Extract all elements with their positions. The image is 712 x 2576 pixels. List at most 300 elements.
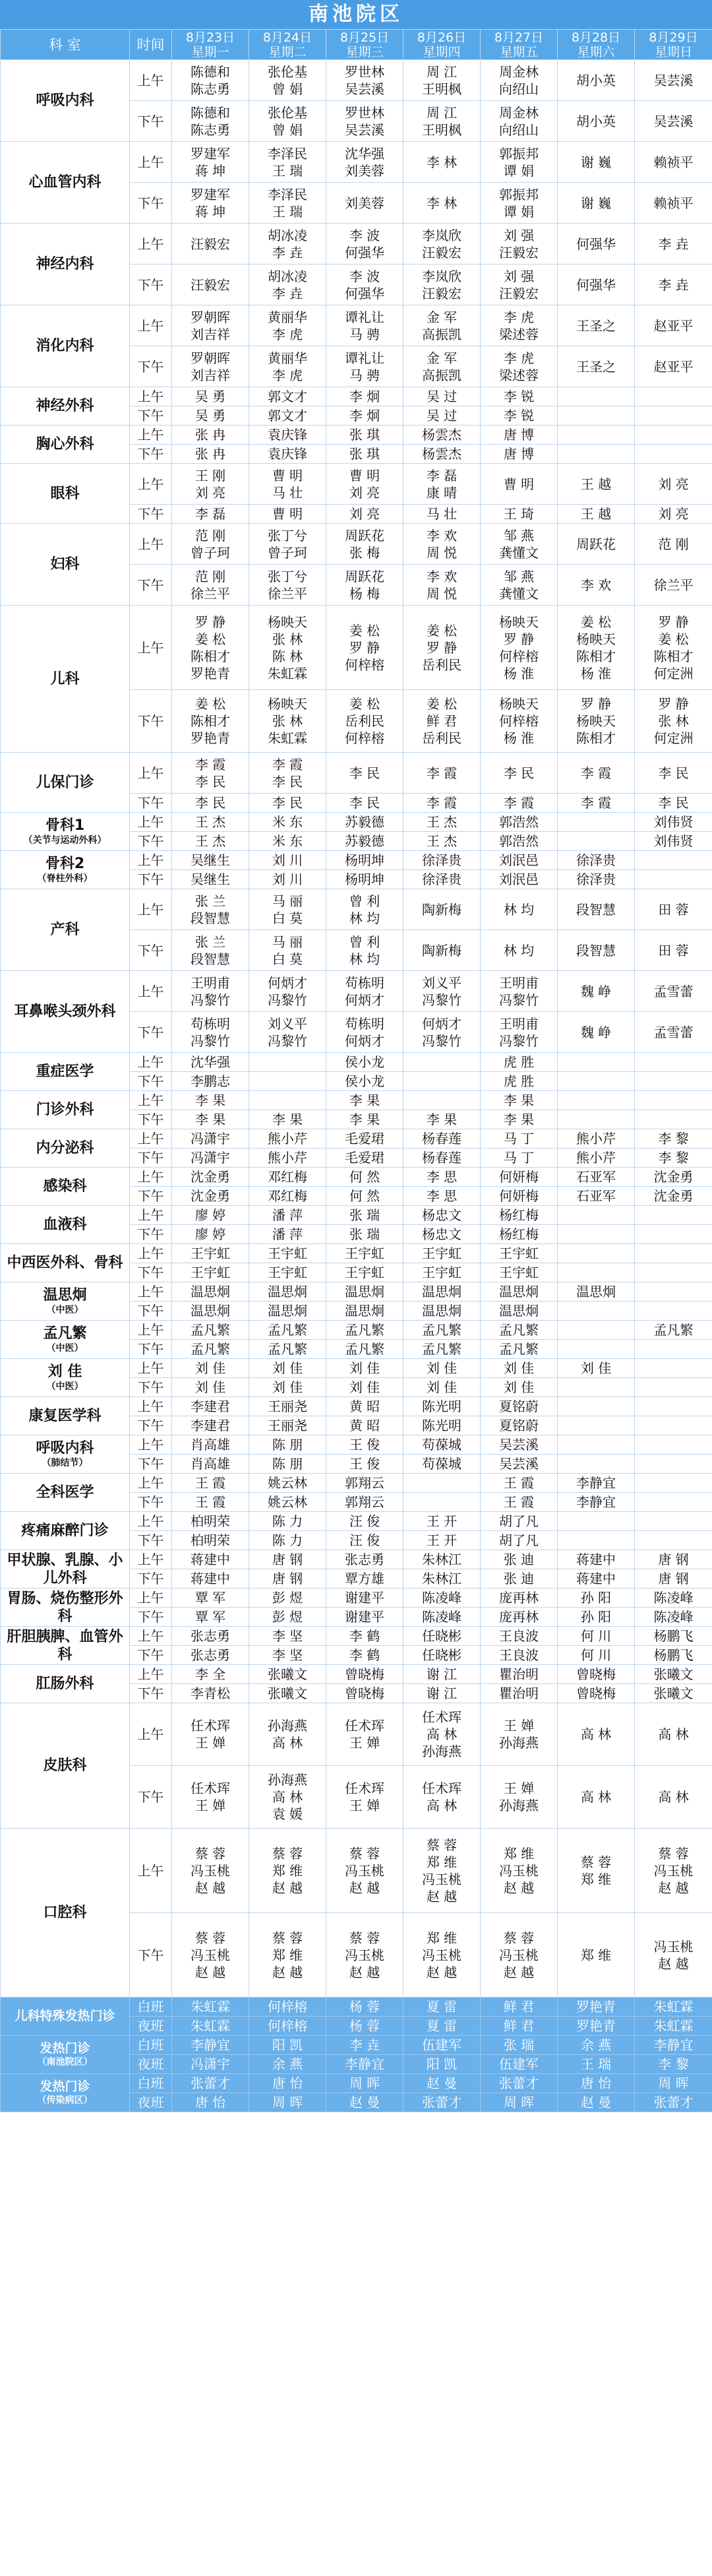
doctor-cell	[635, 346, 712, 387]
doctor-cell	[249, 1053, 326, 1072]
schedule-row	[1, 851, 712, 870]
doctor-name: 曾 娟	[272, 121, 303, 138]
doctor-name: 苟栋明	[345, 1015, 384, 1032]
schedule-table	[0, 29, 712, 2112]
doctor-cell	[326, 870, 403, 889]
department-cell	[1, 524, 130, 606]
doctor-cell	[403, 346, 481, 387]
doctor-name: 吴芸溪	[345, 121, 384, 138]
doctor-cell	[403, 851, 481, 870]
doctor-cell	[558, 1397, 635, 1416]
doctor-cell	[172, 1302, 249, 1321]
doctor-cell	[172, 60, 249, 101]
department-cell	[1, 1474, 130, 1512]
shift-doctor: 赵 曼	[558, 2093, 635, 2112]
day-date: 8月23日	[185, 30, 235, 45]
doctor-cell	[249, 265, 326, 305]
special-department-cell	[1, 2074, 130, 2112]
doctor-cell	[635, 1168, 712, 1187]
doctor-name: 李 炯	[349, 408, 380, 424]
doctor-cell	[635, 1588, 712, 1608]
doctor-name: 王 杰	[426, 814, 458, 830]
doctor-cell	[558, 524, 635, 565]
doctor-name: 胡了凡	[499, 1513, 539, 1529]
doctor-name: 魏 峥	[580, 983, 612, 999]
doctor-cell	[558, 1627, 635, 1646]
doctor-cell	[403, 387, 481, 406]
doctor-name: 王 婵	[194, 1735, 226, 1751]
doctor-name: 岳利民	[422, 656, 461, 673]
doctor-name: 李 果	[272, 1112, 303, 1127]
doctor-name: 温思炯	[499, 1284, 539, 1300]
doctor-cell	[249, 832, 326, 851]
doctor-name: 李 民	[272, 773, 303, 790]
doctor-cell	[558, 1474, 635, 1493]
doctor-cell	[249, 851, 326, 870]
doctor-name: 李 坚	[272, 1628, 303, 1644]
doctor-cell	[249, 1072, 326, 1091]
doctor-name: 冯黎竹	[191, 1032, 230, 1049]
doctor-cell	[481, 101, 558, 142]
department-name: 重症医学	[36, 1063, 94, 1080]
doctor-name: 徐泽贵	[576, 852, 616, 868]
department-name: 刘 佳	[47, 1364, 82, 1380]
doctor-name: 赵亚平	[653, 358, 694, 375]
schedule-row	[1, 1829, 712, 1913]
doctor-cell	[403, 1187, 481, 1206]
doctor-name: 王 婵	[503, 1780, 535, 1796]
doctor-name: 高 林	[658, 1789, 689, 1805]
doctor-cell	[249, 1187, 326, 1206]
time-slot: 上午	[130, 1474, 172, 1493]
doctor-name: 李 波	[349, 227, 380, 243]
time-slot: 上午	[130, 753, 172, 794]
doctor-cell	[403, 794, 481, 813]
day-date: 8月29日	[649, 30, 698, 45]
doctor-name: 李 欢	[426, 527, 458, 544]
doctor-name: 杨映天	[576, 713, 616, 729]
doctor-name: 马 丁	[503, 1150, 535, 1166]
doctor-cell	[558, 387, 635, 406]
doctor-cell	[635, 794, 712, 813]
department-cell	[1, 753, 130, 813]
doctor-name: 向绍山	[499, 121, 539, 138]
special-department-name: 发热门诊	[40, 2041, 90, 2056]
doctor-name: 郭浩然	[499, 833, 539, 849]
doctor-cell	[172, 1550, 249, 1569]
doctor-name: 王宇虹	[499, 1245, 539, 1261]
department-cell	[1, 1397, 130, 1435]
shift-doctor: 杨 蓉	[326, 1997, 403, 2017]
doctor-cell	[558, 1340, 635, 1359]
doctor-cell	[635, 1072, 712, 1091]
doctor-name: 赵 越	[658, 1955, 689, 1972]
time-slot: 上午	[130, 1359, 172, 1378]
doctor-name: 段智慧	[576, 901, 616, 918]
doctor-name: 王丽尧	[268, 1398, 307, 1414]
schedule-row	[1, 1129, 712, 1148]
doctor-cell	[326, 1282, 403, 1302]
doctor-name: 李 果	[194, 1092, 226, 1108]
doctor-name: 赵 越	[503, 1879, 535, 1896]
doctor-cell	[558, 870, 635, 889]
doctor-name: 何炳才	[345, 991, 384, 1008]
doctor-cell	[481, 1397, 558, 1416]
doctor-cell	[635, 1225, 712, 1244]
doctor-cell	[326, 930, 403, 971]
special-department-name: 发热门诊	[40, 2079, 90, 2094]
shift-doctor: 冯潇宇	[172, 2055, 249, 2074]
doctor-name: 罗 静	[426, 639, 458, 656]
doctor-name: 张伦基	[268, 63, 307, 80]
doctor-name: 马 壮	[272, 484, 303, 501]
doctor-cell	[403, 1588, 481, 1608]
doctor-name: 赵 越	[426, 1888, 458, 1904]
doctor-name: 罗朝晖	[191, 350, 230, 366]
doctor-name: 赵亚平	[653, 317, 694, 334]
doctor-cell	[481, 832, 558, 851]
doctor-name: 梁述蓉	[499, 326, 539, 342]
department-subtitle: （肺结节）	[42, 1458, 88, 1468]
doctor-name: 曾晓梅	[576, 1666, 616, 1682]
doctor-cell	[249, 305, 326, 346]
doctor-cell	[403, 1397, 481, 1416]
doctor-cell	[403, 832, 481, 851]
doctor-name: 刘 亮	[194, 484, 226, 501]
doctor-name: 赵 越	[426, 1964, 458, 1980]
doctor-cell	[326, 1397, 403, 1416]
doctor-name: 杨 淮	[503, 665, 535, 681]
doctor-cell	[558, 1244, 635, 1263]
doctor-cell	[635, 1129, 712, 1148]
doctor-cell	[481, 794, 558, 813]
doctor-name: 何定洲	[653, 730, 694, 746]
doctor-name: 谢 江	[426, 1685, 458, 1701]
doctor-name: 张 冉	[194, 446, 226, 462]
doctor-cell	[558, 1829, 635, 1913]
doctor-name: 曾晓梅	[345, 1666, 384, 1682]
doctor-cell	[326, 183, 403, 224]
doctor-name: 高 林	[426, 1726, 458, 1742]
doctor-name: 蔡 蓉	[580, 1854, 612, 1870]
doctor-cell	[403, 1684, 481, 1703]
doctor-cell	[558, 265, 635, 305]
department-subtitle: （中医）	[46, 1381, 84, 1392]
doctor-name: 张曦文	[268, 1666, 307, 1682]
schedule-row	[1, 1588, 712, 1608]
doctor-cell	[403, 1012, 481, 1053]
time-slot: 下午	[130, 1340, 172, 1359]
schedule-row	[1, 1550, 712, 1569]
department-name: 门诊外科	[36, 1102, 94, 1118]
doctor-name: 周跃花	[345, 568, 384, 584]
schedule-row	[1, 1053, 712, 1072]
doctor-cell	[403, 565, 481, 606]
doctor-cell	[558, 1282, 635, 1302]
doctor-cell	[481, 464, 558, 505]
doctor-name: 李 民	[194, 795, 226, 811]
doctor-name: 李 霞	[580, 765, 612, 781]
schedule-row	[1, 387, 712, 406]
doctor-cell	[481, 930, 558, 971]
doctor-name: 陈相才	[576, 730, 616, 746]
department-name: 胃肠、烧伤整形外科	[7, 1590, 123, 1625]
doctor-name: 李 果	[503, 1112, 535, 1127]
doctor-name: 陈相才	[191, 713, 230, 729]
doctor-cell	[558, 406, 635, 425]
doctor-name: 陈凌峰	[422, 1609, 461, 1625]
doctor-name: 赵 越	[272, 1964, 303, 1980]
shift-doctor: 张蕾才	[403, 2093, 481, 2112]
doctor-name: 何妍梅	[499, 1188, 539, 1204]
doctor-name: 柏明荣	[191, 1513, 230, 1529]
doctor-cell	[635, 870, 712, 889]
schedule-row	[1, 1627, 712, 1646]
doctor-name: 马 骋	[349, 326, 380, 342]
doctor-name: 郑 维	[272, 1947, 303, 1963]
shift-doctor: 朱虹霖	[635, 1997, 712, 2017]
doctor-cell	[403, 1091, 481, 1110]
doctor-name: 李 果	[426, 1112, 458, 1127]
doctor-cell	[635, 265, 712, 305]
doctor-name: 柏明荣	[191, 1532, 230, 1548]
doctor-name: 孙 阳	[580, 1609, 612, 1625]
department-name: 骨科2	[45, 856, 85, 872]
doctor-name: 沈金勇	[653, 1169, 694, 1185]
doctor-name: 王宇虹	[191, 1265, 230, 1280]
doctor-name: 杨雲杰	[422, 427, 461, 443]
doctor-name: 龚懂文	[499, 544, 539, 561]
doctor-name: 何炳才	[422, 1015, 461, 1032]
doctor-cell	[249, 1550, 326, 1569]
department-cell	[1, 1129, 130, 1168]
doctor-name: 唐 钢	[658, 1552, 689, 1567]
doctor-cell	[558, 1455, 635, 1474]
doctor-name: 王丽尧	[268, 1418, 307, 1433]
doctor-cell	[635, 1187, 712, 1206]
time-slot: 下午	[130, 1455, 172, 1474]
doctor-name: 潘 萍	[272, 1226, 303, 1242]
department-cell	[1, 1244, 130, 1282]
doctor-name: 刘 亮	[349, 506, 380, 522]
shift-doctor: 罗艳青	[558, 2017, 635, 2036]
special-department-name: 儿科特殊发热门诊	[15, 2009, 115, 2023]
doctor-cell	[558, 224, 635, 265]
department-cell	[1, 1829, 130, 1997]
doctor-name: 蒋建中	[191, 1552, 230, 1567]
doctor-name: 白 莫	[272, 910, 303, 926]
doctor-name: 杨明坤	[345, 871, 384, 887]
department-cell	[1, 851, 130, 889]
doctor-cell	[172, 183, 249, 224]
doctor-cell	[558, 1588, 635, 1608]
doctor-name: 胡了凡	[499, 1532, 539, 1548]
time-slot: 下午	[130, 1012, 172, 1053]
doctor-cell	[403, 224, 481, 265]
doctor-cell	[326, 265, 403, 305]
doctor-name: 马 丁	[503, 1131, 535, 1147]
doctor-name: 李 黎	[658, 1150, 689, 1166]
doctor-name: 黄丽华	[268, 309, 307, 325]
doctor-cell	[481, 142, 558, 183]
shift-doctor: 张蕾才	[172, 2074, 249, 2093]
doctor-cell	[558, 305, 635, 346]
department-name: 妇科	[50, 556, 80, 573]
doctor-cell	[558, 1608, 635, 1627]
shift-doctor: 王 瑞	[558, 2055, 635, 2074]
doctor-name: 刘 佳	[426, 1379, 458, 1395]
doctor-cell	[249, 1474, 326, 1493]
schedule-row	[1, 142, 712, 183]
department-subtitle: （中医）	[46, 1343, 84, 1354]
doctor-name: 谭 娟	[503, 203, 535, 220]
doctor-name: 刘美蓉	[345, 195, 384, 211]
time-slot: 下午	[130, 1913, 172, 1997]
doctor-name: 郭浩然	[499, 814, 539, 830]
doctor-cell	[403, 1608, 481, 1627]
doctor-name: 王宇虹	[268, 1265, 307, 1280]
department-cell	[1, 1206, 130, 1244]
doctor-name: 杨春莲	[422, 1131, 461, 1147]
doctor-cell	[635, 1766, 712, 1829]
doctor-cell	[249, 1012, 326, 1053]
doctor-name: 孟凡繁	[191, 1322, 230, 1338]
doctor-name: 孟凡繁	[268, 1341, 307, 1357]
doctor-name: 罗艳青	[191, 665, 230, 681]
doctor-name: 虎 胜	[503, 1073, 535, 1089]
time-slot: 下午	[130, 346, 172, 387]
doctor-name: 李 果	[503, 1092, 535, 1108]
doctor-cell	[326, 1435, 403, 1455]
doctor-name: 李 虎	[503, 309, 535, 325]
doctor-name: 汪毅宏	[499, 244, 539, 261]
doctor-name: 吴 过	[426, 408, 458, 424]
doctor-name: 胡小英	[576, 113, 616, 129]
doctor-cell	[172, 1244, 249, 1263]
doctor-name: 孙海燕	[422, 1744, 461, 1759]
doctor-cell	[558, 565, 635, 606]
doctor-cell	[558, 183, 635, 224]
doctor-cell	[635, 1282, 712, 1302]
doctor-cell	[481, 606, 558, 690]
doctor-name: 李 炯	[349, 389, 380, 404]
doctor-cell	[481, 1608, 558, 1627]
doctor-cell	[403, 813, 481, 832]
doctor-cell	[403, 524, 481, 565]
doctor-cell	[558, 813, 635, 832]
doctor-name: 刘 亮	[349, 484, 380, 501]
doctor-cell	[481, 565, 558, 606]
doctor-cell	[326, 1012, 403, 1053]
shift-doctor: 李静宜	[172, 2036, 249, 2055]
doctor-cell	[558, 1359, 635, 1378]
doctor-name: 冯玉桃	[191, 1862, 230, 1879]
doctor-cell	[635, 1053, 712, 1072]
schedule-row	[1, 1512, 712, 1531]
doctor-name: 邹 燕	[503, 527, 535, 544]
doctor-name: 曹 明	[272, 467, 303, 484]
doctor-cell	[403, 1569, 481, 1588]
doctor-name: 张志勇	[191, 1628, 230, 1644]
doctor-name: 李 波	[349, 268, 380, 284]
doctor-name: 任术珲	[422, 1709, 461, 1725]
doctor-cell	[403, 1321, 481, 1340]
doctor-cell	[326, 1072, 403, 1091]
header-day	[326, 30, 403, 60]
doctor-name: 肖高雄	[191, 1437, 230, 1453]
doctor-cell	[481, 183, 558, 224]
doctor-name: 孟凡繁	[345, 1341, 384, 1357]
shift-doctor: 唐 怡	[558, 2074, 635, 2093]
doctor-cell	[635, 1829, 712, 1913]
doctor-cell	[172, 224, 249, 265]
doctor-cell	[481, 813, 558, 832]
doctor-cell	[249, 60, 326, 101]
doctor-name: 覃 军	[194, 1590, 226, 1606]
doctor-cell	[403, 1512, 481, 1531]
doctor-cell	[403, 1646, 481, 1665]
time-slot: 下午	[130, 1569, 172, 1588]
doctor-cell	[481, 971, 558, 1012]
doctor-cell	[481, 889, 558, 930]
shift-slot: 白班	[130, 1997, 172, 2017]
doctor-cell	[481, 1012, 558, 1053]
doctor-name: 王 开	[426, 1532, 458, 1548]
doctor-cell	[326, 1512, 403, 1531]
doctor-cell	[403, 1435, 481, 1455]
doctor-name: 朱虹霖	[268, 730, 307, 746]
time-slot: 下午	[130, 265, 172, 305]
doctor-cell	[635, 851, 712, 870]
doctor-name: 王 霞	[503, 1494, 535, 1510]
doctor-name: 张 林	[658, 713, 689, 729]
doctor-name: 虎 胜	[503, 1054, 535, 1070]
day-weekday: 星期五	[500, 44, 538, 59]
doctor-name: 刘 佳	[349, 1360, 380, 1376]
doctor-cell	[558, 930, 635, 971]
doctor-name: 王圣之	[576, 358, 616, 375]
doctor-cell	[635, 565, 712, 606]
doctor-name: 王 杰	[194, 814, 226, 830]
doctor-name: 李 果	[349, 1112, 380, 1127]
doctor-cell	[635, 505, 712, 524]
doctor-cell	[635, 1321, 712, 1340]
department-cell	[1, 1703, 130, 1829]
department-subtitle: （脊柱外科）	[37, 873, 93, 884]
doctor-cell	[249, 794, 326, 813]
doctor-cell	[326, 1493, 403, 1512]
doctor-name: 温思炯	[499, 1303, 539, 1319]
doctor-cell	[326, 1703, 403, 1766]
doctor-name: 毛爱珺	[345, 1150, 384, 1166]
doctor-name: 王明甫	[499, 1015, 539, 1032]
shift-doctor: 伍建军	[403, 2036, 481, 2055]
doctor-cell	[172, 1168, 249, 1187]
special-department-cell	[1, 2036, 130, 2074]
doctor-cell	[635, 606, 712, 690]
doctor-name: 孟凡繁	[499, 1322, 539, 1338]
doctor-name: 任术珲	[191, 1718, 230, 1734]
doctor-name: 杨雲杰	[422, 446, 461, 462]
doctor-name: 任术珲	[345, 1718, 384, 1734]
doctor-name: 黄 昭	[349, 1418, 380, 1433]
doctor-name: 袁 媛	[272, 1806, 303, 1822]
doctor-name: 吴芸溪	[345, 80, 384, 97]
doctor-cell	[326, 1531, 403, 1550]
schedule-row	[1, 1359, 712, 1378]
doctor-name: 何定洲	[653, 665, 694, 681]
doctor-name: 冯玉桃	[191, 1947, 230, 1963]
